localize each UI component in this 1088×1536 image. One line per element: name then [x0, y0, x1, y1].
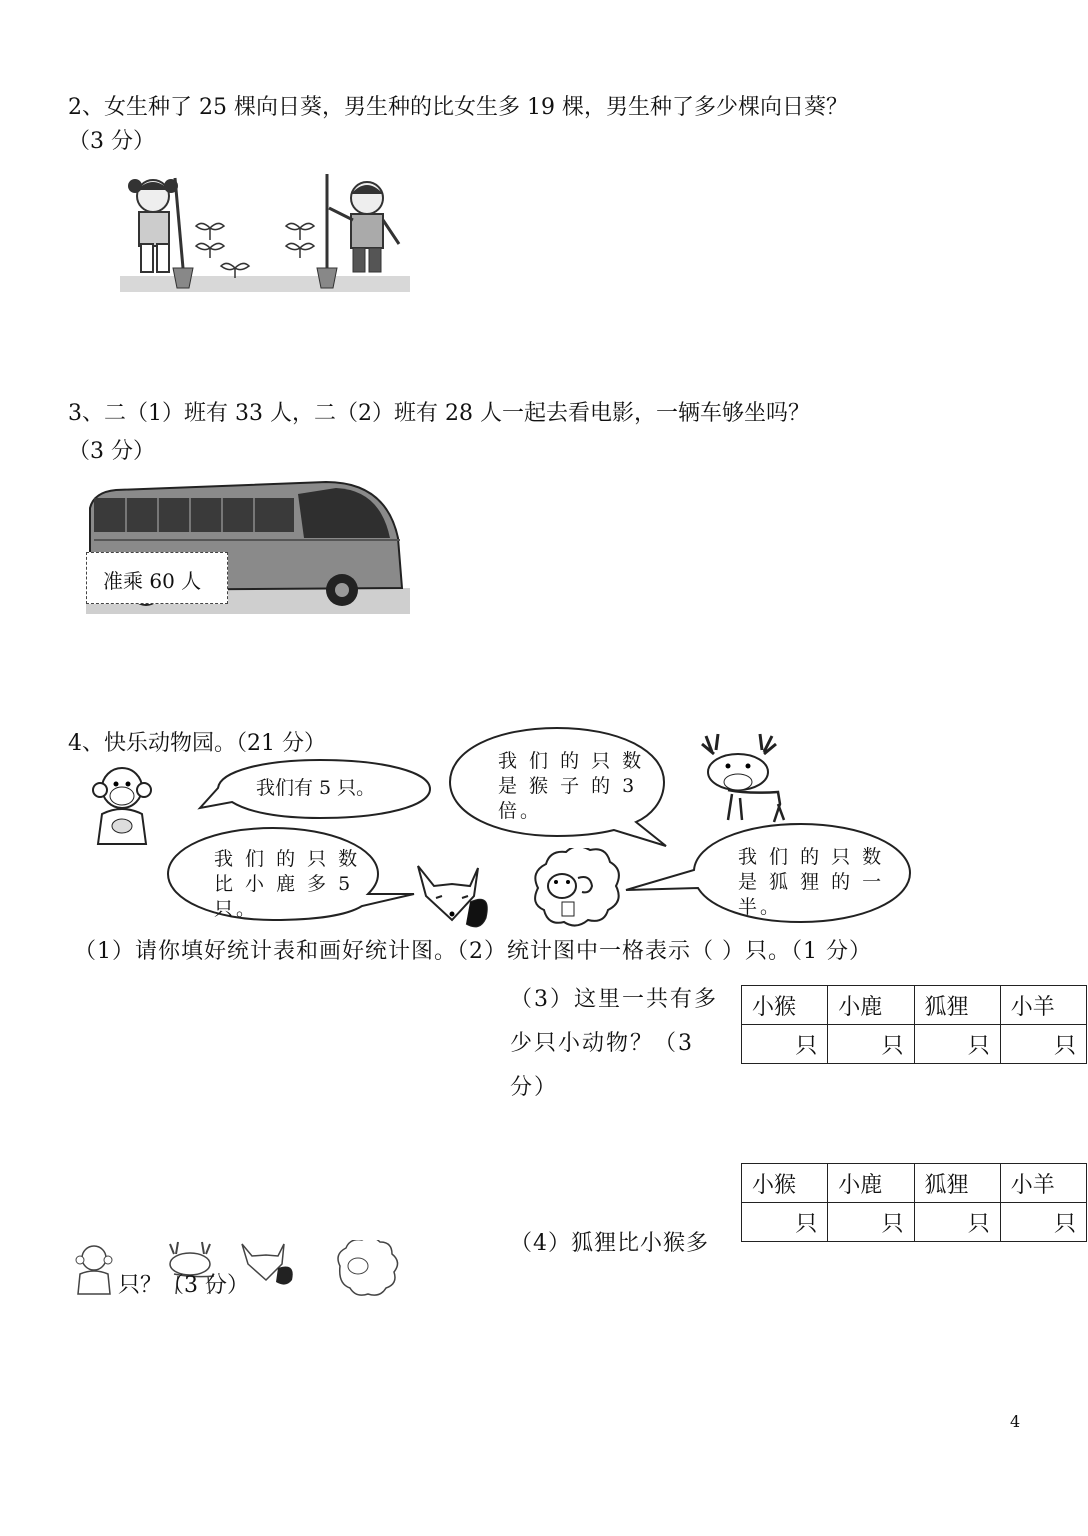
deer-speech-bubble: [448, 726, 666, 838]
cell-monkey[interactable]: 只: [742, 1025, 828, 1064]
stat-table-header-row: [742, 1164, 1087, 1203]
bus-capacity-label: [86, 552, 228, 604]
monkey-small-icon: [76, 1246, 112, 1294]
q2-line2: （3 分）: [68, 129, 155, 154]
q4-title: 4、快乐动物园。（21 分）: [68, 731, 326, 756]
stat-table-value-row: [742, 1025, 1087, 1064]
cell-deer[interactable]: 只: [828, 1025, 914, 1064]
fox-small-icon: [242, 1244, 293, 1285]
fox-bubble-line1: 我 们 的 只 数: [214, 848, 361, 870]
q4-sub4: （4）狐狸比小猴多: [510, 1231, 709, 1256]
deer-bubble-line3: 倍。: [498, 800, 543, 822]
deer-bubble-line2: 是 猴 子 的 3: [498, 775, 638, 797]
header-sheep: 小羊: [1000, 986, 1086, 1025]
header-monkey: 小猴: [742, 1164, 828, 1203]
fox-bubble-line2: 比 小 鹿 多 5: [214, 873, 354, 895]
deer-icon: [688, 732, 794, 824]
stat-table-2: [741, 1163, 1087, 1242]
header-monkey: 小猴: [742, 986, 828, 1025]
fox-speech-bubble: [166, 826, 380, 922]
sheep-bubble-line2: 是 狐 狸 的 一: [738, 871, 885, 893]
q4-sub3-line2: 少只小动物？（3: [510, 1031, 694, 1056]
stat-table-1: [741, 985, 1087, 1064]
girl-figure: [128, 178, 193, 288]
q4-sub3: [510, 978, 718, 1110]
fox-icon: [412, 862, 492, 934]
cell-fox[interactable]: 只: [914, 1025, 1000, 1064]
monkey-bubble-text: 我们有 5 只。: [256, 777, 376, 799]
q3-line1: 3、二（1）班有 33 人，二（2）班有 28 人一起去看电影，一辆车够坐吗？: [68, 401, 810, 426]
cell-sheep[interactable]: 只: [1000, 1203, 1086, 1242]
stat-table-header-row: [742, 986, 1087, 1025]
cell-fox[interactable]: 只: [914, 1203, 1000, 1242]
monkey-icon: [90, 764, 156, 848]
header-deer: 小鹿: [828, 1164, 914, 1203]
q2-line1: 2、女生种了 25 棵向日葵，男生种的比女生多 19 棵，男生种了多少棵向日葵？: [68, 95, 848, 120]
header-fox: 狐狸: [914, 1164, 1000, 1203]
sheep-small-icon: [338, 1240, 398, 1295]
cell-deer[interactable]: 只: [828, 1203, 914, 1242]
sheep-icon: [528, 848, 624, 928]
deer-bubble-line1: 我 们 的 只 数: [498, 750, 645, 772]
header-fox: 狐狸: [914, 986, 1000, 1025]
header-sheep: 小羊: [1000, 1164, 1086, 1203]
monkey-speech-bubble: [208, 758, 432, 820]
sheep-speech-bubble: [690, 822, 912, 924]
planting-illustration: [115, 168, 415, 298]
q4-sub3-line3: 分）: [510, 1075, 559, 1100]
header-deer: 小鹿: [828, 986, 914, 1025]
fox-bubble-line3: 只。: [214, 898, 259, 920]
boy-figure: [317, 174, 399, 288]
q4-sub3-line1: （3）这里一共有多: [510, 987, 718, 1012]
page-number: 4: [1010, 1412, 1021, 1431]
q4-sub1: （1）请你填好统计表和画好统计图。（2）统计图中一格表示（ ）只。（1 分）: [74, 939, 872, 964]
cell-monkey[interactable]: 只: [742, 1203, 828, 1242]
bus-capacity-text: 准乘 60 人: [103, 569, 202, 593]
q4-sub4-tail: 只？（3 分）: [118, 1273, 249, 1298]
sheep-bubble-line1: 我 们 的 只 数: [738, 846, 885, 868]
sheep-bubble-line3: 半。: [738, 896, 783, 918]
stat-table-value-row: [742, 1203, 1087, 1242]
cell-sheep[interactable]: 只: [1000, 1025, 1086, 1064]
q3-line2: （3 分）: [68, 439, 155, 464]
